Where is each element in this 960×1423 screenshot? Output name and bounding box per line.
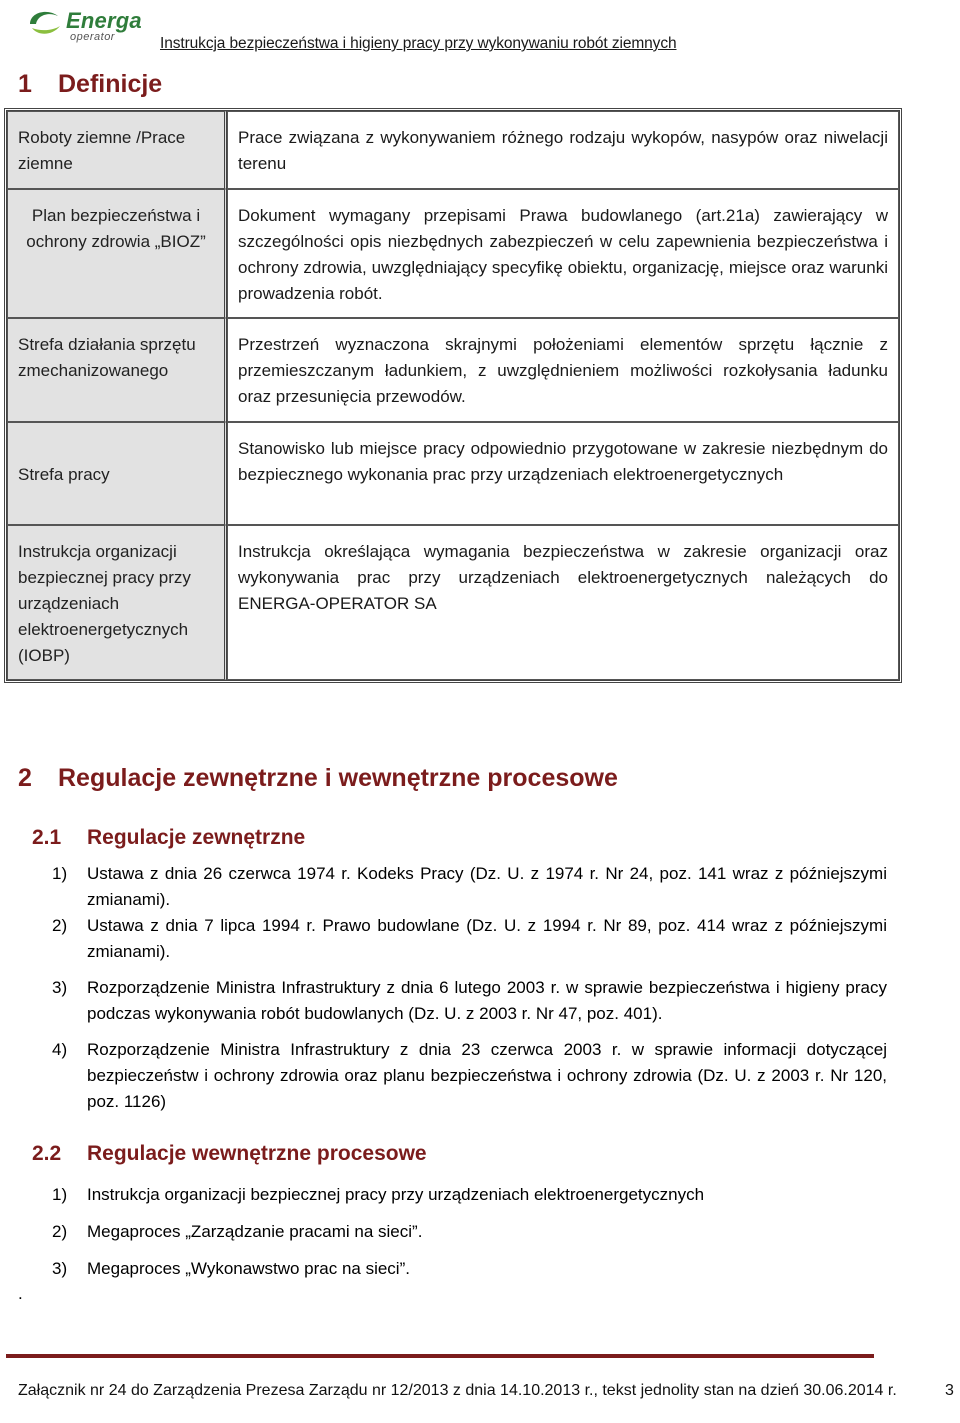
section-1-heading xyxy=(18,70,162,99)
table-row xyxy=(7,189,899,318)
list-item-text: Instrukcja organizacji bezpiecznej pracy przy urządzeniach elektroenergetycznych xyxy=(87,1185,705,1204)
list-number: 2) xyxy=(52,916,68,935)
definition-text: Instrukcja określająca wymagania bezpieczeństwa w zakresie organizacji oraz wykonywania prac przy urządzeniach elektroenergetycznych należących do ENERGA-OPERATOR SA xyxy=(227,525,899,680)
definitions-table xyxy=(4,108,902,683)
list-item xyxy=(52,1182,887,1208)
list-item-text: Ustawa z dnia 26 czerwca 1974 r. Kodeks Pracy (Dz. U. z 1974 r. Nr 24, poz. 141 wraz z późniejszymi zmianami). xyxy=(87,864,887,909)
definition-term: Strefa działania sprzętu zmechanizowanego xyxy=(7,318,227,422)
list-number: 3) xyxy=(52,1259,68,1278)
section-2-heading xyxy=(18,764,618,793)
list-number: 1) xyxy=(52,1185,68,1204)
footer-divider xyxy=(6,1354,874,1358)
subsection-title: Regulacje zewnętrzne xyxy=(87,826,306,849)
definition-term: Strefa pracy xyxy=(7,422,227,525)
list-item xyxy=(52,975,887,1027)
definition-term: Roboty ziemne /Prace ziemne xyxy=(7,111,227,189)
table-row xyxy=(7,525,899,680)
list-number: 4) xyxy=(52,1040,68,1059)
table-row xyxy=(7,422,899,525)
subsection-2-1-heading xyxy=(32,826,305,850)
list-item xyxy=(52,913,887,965)
list-item-text: Ustawa z dnia 7 lipca 1994 r. Prawo budowlane (Dz. U. z 1994 r. Nr 89, poz. 414 wraz z późniejszymi zmianami). xyxy=(87,916,887,961)
subsection-number: 2.2 xyxy=(32,1142,62,1165)
list-number: 1) xyxy=(52,864,68,883)
list-item xyxy=(52,861,887,913)
section-number: 1 xyxy=(18,70,32,98)
list-item-text: Megaproces „Wykonawstwo prac na sieci”. xyxy=(87,1259,410,1278)
internal-regulations-list xyxy=(52,1182,887,1282)
page-header xyxy=(0,0,960,60)
logo-sub-text: operator xyxy=(70,31,115,43)
definition-text: Przestrzeń wyznaczona skrajnymi położeniami elementów sprzętu łącznie z przemieszczanym ładunkiem, z uwzględnieniem możliwości rozkołysania ładunku oraz przesunięcia przewodów. xyxy=(227,318,899,422)
list-number: 3) xyxy=(52,978,68,997)
section-title: Regulacje zewnętrzne i wewnętrzne procesowe xyxy=(58,764,618,792)
footer-text: Załącznik nr 24 do Zarządzenia Prezesa Zarządu nr 12/2013 z dnia 14.10.2013 r., tekst jednolity stan na dzień 30.06.2014 r. xyxy=(18,1382,897,1399)
section-title: Definicje xyxy=(58,70,163,98)
definition-text: Prace związana z wykonywaniem różnego rodzaju wykopów, nasypów oraz niwelacji terenu xyxy=(227,111,899,189)
subsection-2-2-heading xyxy=(32,1142,427,1166)
subsection-title: Regulacje wewnętrzne procesowe xyxy=(87,1142,427,1165)
table-row xyxy=(7,111,899,189)
table-row xyxy=(7,318,899,422)
document-title: Instrukcja bezpieczeństwa i higieny pracy przy wykonywaniu robót ziemnych xyxy=(160,35,677,52)
definition-term-text: Plan bezpieczeństwa i ochrony zdrowia „BIOZ” xyxy=(26,206,206,251)
list-item xyxy=(52,1219,887,1245)
section-number: 2 xyxy=(18,764,32,792)
definition-term: Instrukcja organizacji bezpiecznej pracy przy urządzeniach elektroenergetycznych (IOBP) xyxy=(7,525,227,680)
energa-swoosh-icon xyxy=(24,6,64,40)
definition-text: Dokument wymagany przepisami Prawa budowlanego (art.21a) zawierający w szczególności opis niezbędnych zabezpieczeń w celu zapewnienia bezpieczeństwa i ochrony zdrowia, uwzględniający specyfikę obiektu, organizację, miejsce oraz warunki prowadzenia robót. xyxy=(227,189,899,318)
list-item-text: Rozporządzenie Ministra Infrastruktury z dnia 23 czerwca 2003 r. w sprawie informacji dotyczącej bezpieczeństw i ochrony zdrowia oraz planu bezpieczeństwa i ochrony zdrowia (Dz. U. z 2003 r. Nr 120, poz. 1126) xyxy=(87,1040,887,1111)
logo-brand-text: Energa xyxy=(66,8,142,33)
page-number: 3 xyxy=(945,1382,954,1399)
external-regulations-list xyxy=(52,861,887,1115)
list-item-text: Megaproces „Zarządzanie pracami na sieci”. xyxy=(87,1222,423,1241)
list-item xyxy=(52,1256,887,1282)
definition-text: Stanowisko lub miejsce pracy odpowiednio przygotowane w zakresie niezbędnym do bezpiecznego wykonania prac przy urządzeniach elektroenergetycznych xyxy=(227,422,899,525)
list-item-text: Rozporządzenie Ministra Infrastruktury z dnia 6 lutego 2003 r. w sprawie bezpieczeństwa i higieny pracy podczas wykonywania robót budowlanych (Dz. U. z 2003 r. Nr 47, poz. 401). xyxy=(87,978,887,1023)
list-number: 2) xyxy=(52,1222,68,1241)
energa-operator-logo xyxy=(24,6,164,44)
trailing-mark: . xyxy=(18,1284,23,1303)
definition-term xyxy=(7,189,227,318)
list-item xyxy=(52,1037,887,1115)
subsection-number: 2.1 xyxy=(32,826,62,849)
